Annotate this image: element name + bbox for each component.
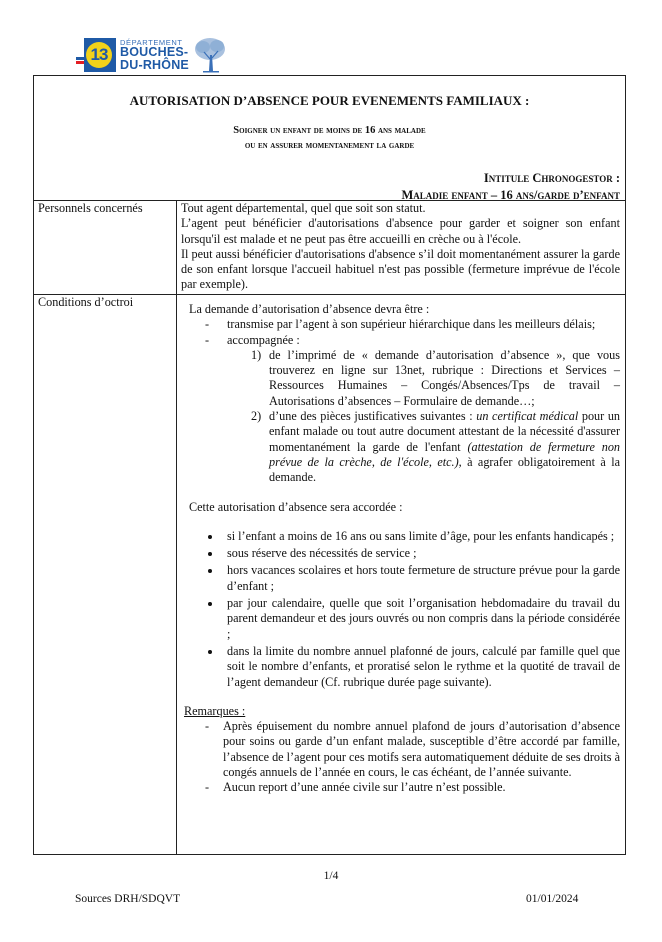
- logo-name-line1: BOUCHES-: [120, 45, 189, 60]
- list-item: 2) d’une des pièces justificatives suivantes : un certificat médical pour un enfant malade ou tout autre document attestant de la nécessité d'assurer momentanément la garde de l'enfant (attestation de fermeture non prévue de la crèche, de l'école, etc.), à agrafer obligatoirement à la demande.: [251, 409, 621, 485]
- request-intro: La demande d’autorisation d’absence devra être :: [189, 302, 430, 316]
- row-label-personnels: Personnels concernés: [34, 201, 177, 294]
- list-item: 1) de l’imprimé de « demande d’autorisation d’absence », que vous trouverez en ligne sur 13net, rubrique : Directions et Services – Ressources Humaines – Congés/Absences/Tps de travail – Autorisations d’absences – Formulaire de demande…;: [251, 347, 620, 408]
- paragraph: Tout agent départemental, quel que soit son statut.: [181, 201, 426, 215]
- list-item: par jour calendaire, quelle que soit l’organisation hebdomadaire du travail du parent demandeur et des jours ouvrés ou non compris dans la période considérée ;: [181, 596, 620, 642]
- sub-title-line2: ou en assurer momentanement la garde: [244, 140, 415, 151]
- logo-13-badge-icon: 13: [76, 38, 116, 72]
- footer-date: 01/01/2024: [526, 893, 579, 905]
- chronogestor-value: Maladie enfant – 16 ans/garde d’enfant: [401, 188, 620, 202]
- dash-bullet-icon: -: [205, 719, 210, 734]
- table-row-personnels: [34, 200, 625, 294]
- list-item: dans la limite du nombre annuel plafonné de jours, calculé par famille quel que soit le nombre d’enfants, et proratisé selon le rythme et la quotité de travail de l’agent demandeur (Cf. rubrique durée page suivante).: [181, 644, 620, 690]
- dash-bullet-icon: -: [205, 332, 210, 347]
- logo-text: [120, 39, 189, 72]
- list-item: si l’enfant a moins de 16 ans ou sans limite d’âge, pour les enfants handicapés ;: [181, 529, 620, 544]
- bullet-icon: [208, 552, 212, 556]
- list-item: sous réserve des nécessités de service ;: [181, 546, 620, 561]
- remarks-list: [181, 719, 620, 795]
- chronogestor-label: Intitule Chronogestor :: [483, 171, 620, 185]
- row-body-personnels: [177, 201, 625, 294]
- paragraph: L’agent peut bénéficier d'autorisations d'absence pour garder et soigner son enfant lorsqu'il est malade et ne peut pas être accueilli en crèche ou à l'école.: [181, 216, 620, 246]
- bullet-icon: [208, 569, 212, 573]
- sub-title-line1: Soigner un enfant de moins de 16 ans malade: [233, 125, 426, 136]
- list-item: - Aucun report d’une année civile sur l’autre n’est possible.: [205, 780, 506, 795]
- footer-source: Sources DRH/SDQVT: [75, 893, 181, 905]
- remarks-title: Remarques :: [184, 703, 246, 718]
- dash-bullet-icon: -: [205, 317, 210, 332]
- logo-department-label: DÉPARTEMENT: [120, 37, 183, 47]
- list-item: hors vacances scolaires et hors toute fermeture de structure prévue pour la garde d’enfant ;: [181, 563, 620, 594]
- bullet-icon: [208, 602, 212, 606]
- row-label-conditions: Conditions d’octroi: [34, 295, 177, 854]
- sub-title: [34, 123, 625, 153]
- page-number: 1/4: [323, 870, 339, 882]
- main-title: AUTORISATION D’ABSENCE POUR EVENEMENTS FAMILIAUX :: [129, 93, 530, 108]
- paragraph: Il peut aussi bénéficier d'autorisations d'absence s’il doit momentanément assurer la garde de son enfant lorsque l'accueil habituel n'est pas possible (fermeture imprévue de l'école par exemple).: [181, 246, 620, 292]
- list-item: - Après épuisement du nombre annuel plafond de jours d’autorisation d’absence pour soins ou garde d’un enfant malade, susceptible d’être accordé par famille, l’absence de l’agent pour ces motifs sera automatiquement déduite de ses droits à congés annuels de l’année en cours, le cas échéant, de l’année suivante.: [205, 719, 620, 780]
- logo-name-line2: DU-RHÔNE: [120, 57, 189, 72]
- list-item: - accompagnée :: [205, 332, 300, 347]
- row-body-conditions: [177, 295, 625, 854]
- dash-bullet-icon: -: [205, 780, 210, 795]
- document-frame: [33, 75, 626, 855]
- bullet-icon: [208, 650, 212, 654]
- table-row-conditions: [34, 294, 625, 854]
- chronogestor-block: [402, 170, 621, 204]
- department-logo: [76, 35, 236, 75]
- granted-intro: Cette autorisation d’absence sera accordée :: [189, 499, 403, 514]
- request-requirements-list: [181, 317, 620, 348]
- tree-icon: [193, 37, 227, 73]
- bullet-icon: [208, 535, 212, 539]
- list-item: - transmise par l’agent à son supérieur hiérarchique dans les meilleurs délais;: [205, 317, 596, 332]
- attachments-list: [219, 348, 620, 486]
- granted-conditions-list: [181, 529, 620, 690]
